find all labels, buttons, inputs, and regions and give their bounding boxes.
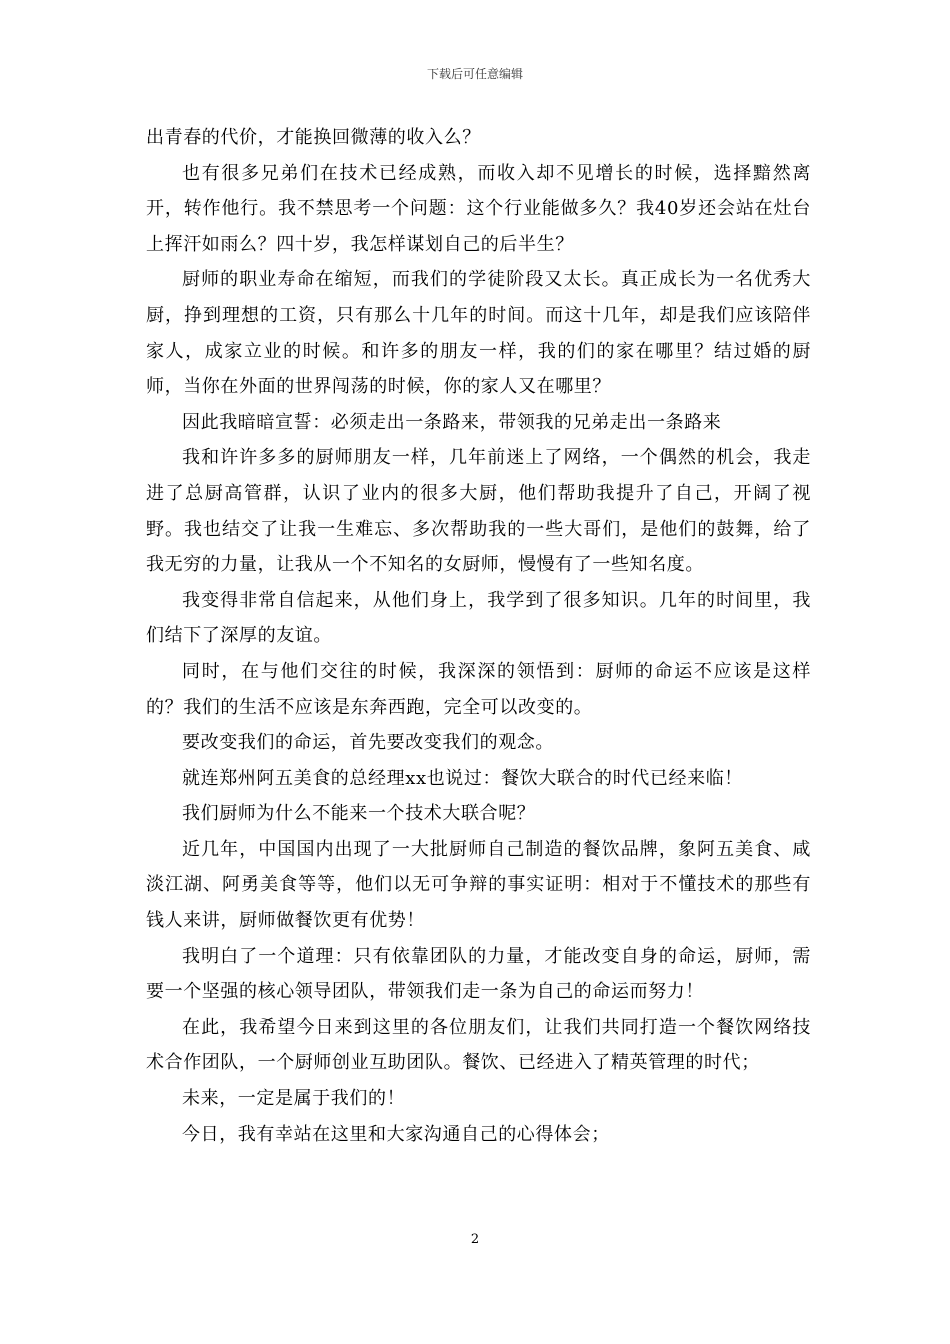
page-header: 下载后可任意编辑 xyxy=(426,67,523,81)
paragraph-2: 也有很多兄弟们在技术已经成熟，而收入却不见增长的时候，选择黯然离开，转作他行。我不禁思考一个问题：这个行业能做多久？我40岁还会站在灶台上挥汗如雨么？四十岁，我怎样谋划自己的后半生？ xyxy=(146,162,811,255)
paragraph-12: 我明白了一个道理：只有依靠团队的力量，才能改变自身的命运，厨师，需要一个坚强的核心领导团队，带领我们走一条为自己的命运而努力！ xyxy=(146,945,811,1003)
page-number: 2 xyxy=(470,1232,480,1247)
paragraph-6: 我变得非常自信起来，从他们身上，我学到了很多知识。几年的时间里，我们结下了深厚的友谊。 xyxy=(146,589,811,647)
paragraph-15: 今日，我有幸站在这里和大家沟通自己的心得体会； xyxy=(182,1123,610,1145)
document-body xyxy=(146,120,811,1152)
paragraph-1: 出青春的代价，才能换回微薄的收入么？ xyxy=(146,127,481,148)
paragraph-13: 在此，我希望今日来到这里的各位朋友们，让我们共同打造一个餐饮网络技术合作团队，一个厨师创业互助团队。餐饮、已经进入了精英管理的时代； xyxy=(146,1016,811,1074)
paragraph-8: 要改变我们的命运，首先要改变我们的观念。 xyxy=(182,732,554,754)
paragraph-5: 我和许许多多的厨师朋友一样，几年前迷上了网络，一个偶然的机会，我走进了总厨高管群，认识了业内的很多大厨，他们帮助我提升了自己，开阔了视野。我也结交了让我一生难忘、多次帮助我的一些大哥们，是他们的鼓舞，给了我无穷的力量，让我从一个不知名的女厨师，慢慢有了一些知名度。 xyxy=(146,447,811,576)
paragraph-4: 因此我暗暗宣誓：必须走出一条路来，带领我的兄弟走出一条路来 xyxy=(182,411,722,433)
paragraph-7: 同时，在与他们交往的时候，我深深的领悟到：厨师的命运不应该是这样的？我们的生活不应该是东奔西跑，完全可以改变的。 xyxy=(146,660,811,718)
paragraph-3: 厨师的职业寿命在缩短，而我们的学徒阶段又太长。真正成长为一名优秀大厨，挣到理想的工资，只有那么十几年的时间。而这十几年，却是我们应该陪伴家人，成家立业的时候。和许多的朋友一样，我的们的家在哪里？结过婚的厨师，当你在外面的世界闯荡的时候，你的家人又在哪里？ xyxy=(146,269,811,398)
paragraph-14: 未来，一定是属于我们的！ xyxy=(182,1088,406,1110)
paragraph-10: 我们厨师为什么不能来一个技术大联合呢？ xyxy=(182,803,536,825)
paragraph-9: 就连郑州阿五美食的总经理xx也说过：餐饮大联合的时代已经来临！ xyxy=(182,767,743,789)
paragraph-11: 近几年，中国国内出现了一大批厨师自己制造的餐饮品牌，象阿五美食、咸淡江湖、阿勇美食等等，他们以无可争辩的事实证明：相对于不懂技术的那些有钱人来讲，厨师做餐饮更有优势！ xyxy=(146,838,811,932)
